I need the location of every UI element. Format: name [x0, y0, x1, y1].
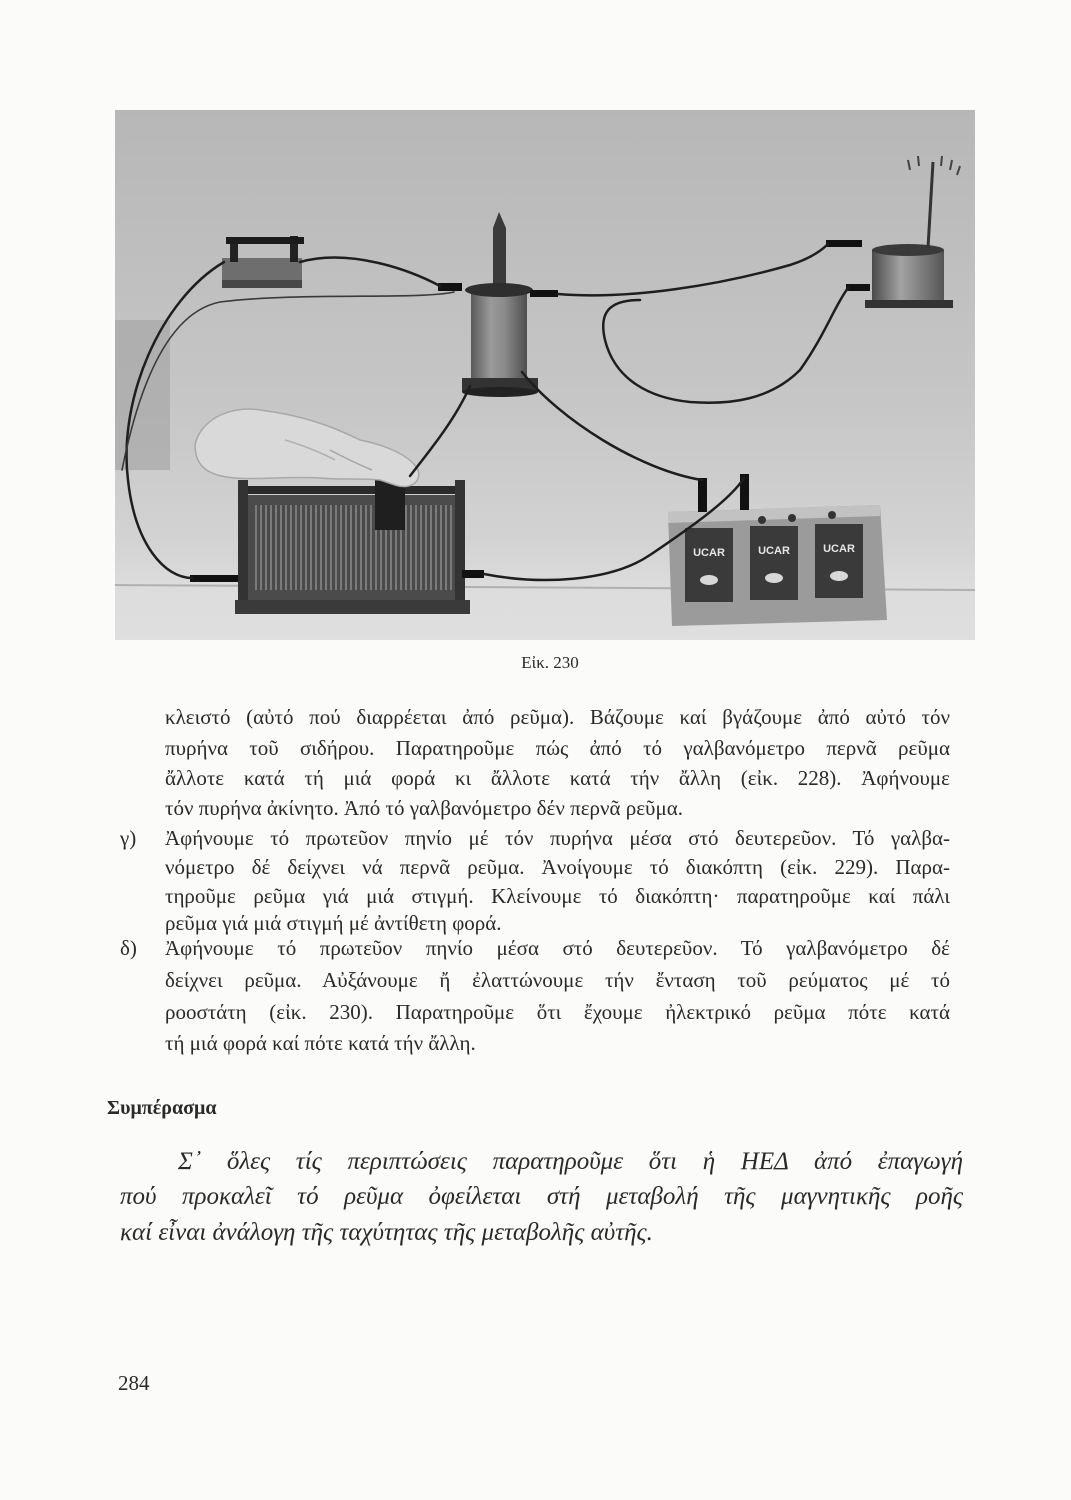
battery-nut — [828, 511, 836, 519]
text-line: τόν πυρήνα ἀκίνητο. Ἀπό τό γαλβανόμετρο δέν περνᾶ ρεῦμα. — [165, 796, 683, 820]
text-line: τηροῦμε ρεῦμα γιά μιά στιγμή. Κλείνουμε τό διακόπτη· παρατηροῦμε καί πάλι — [165, 884, 950, 908]
text-line: ρεῦμα γιά μιά στιγμή μέ ἀντίθετη φορά. — [165, 911, 502, 935]
coil-top-cap — [465, 283, 533, 297]
coil-terminal-left — [438, 283, 462, 291]
battery-terminal — [698, 478, 707, 512]
scale-tick — [918, 156, 919, 166]
rheostat-rail — [240, 486, 462, 494]
rheostat-end-right — [455, 480, 465, 610]
text-line: ροοστάτη (εἰκ. 230). Παρατηροῦμε ὅτι ἔχουμε ἠλεκτρικό ρεῦμα πότε κατά — [165, 1000, 950, 1024]
page-number: 284 — [118, 1371, 150, 1395]
text-line: τή μιά φορά καί πότε κατά τήν ἄλλη. — [165, 1031, 476, 1055]
text-line: ἄλλοτε κατά τή μιά φορά κι ἄλλοτε κατά τήν ἄλλη (εἰκ. 228). Ἀφήνουμε — [165, 766, 950, 790]
battery-casing — [685, 528, 733, 602]
battery-emblem — [765, 573, 783, 583]
conclusion-line: πού προκαλεῖ τό ρεῦμα ὀφείλεται στή μεταβολή τῆς μαγνητικῆς ροῆς — [120, 1183, 963, 1210]
battery-label: UCAR — [758, 545, 790, 557]
text-line: κλειστό (αὐτό πού διαρρέεται ἀπό ρεῦμα). Βάζουμε καί βγάζουμε ἀπό αὐτό τόν — [165, 705, 950, 729]
galvanometer-body — [872, 250, 944, 304]
battery — [685, 528, 733, 602]
galvanometer-terminal — [826, 240, 862, 247]
text-line: Ἀφήνουμε τό πρωτεῦον πηνίο μέσα στό δευτερεῦον. Τό γαλβανόμετρο δέ — [165, 936, 950, 960]
text-line: δείχνει ρεῦμα. Αὐξάνουμε ἤ ἐλαττώνουμε τήν ἔνταση τοῦ ρεύματος μέ τό — [165, 968, 950, 992]
list-marker: δ) — [120, 936, 137, 960]
battery — [815, 524, 863, 598]
coil-cylinder — [471, 290, 527, 382]
battery — [750, 526, 798, 600]
conclusion-line: καί εἶναι ἀνάλογη τῆς ταχύτητας τῆς μεταβολῆς αὐτῆς. — [120, 1219, 653, 1246]
battery-nut — [788, 514, 796, 522]
galvanometer-plate — [865, 300, 953, 308]
section-heading: Συμπέρασμα — [107, 1097, 217, 1119]
galvanometer-terminal — [846, 284, 870, 291]
scale-tick — [941, 156, 942, 166]
switch — [222, 236, 304, 288]
rheostat-terminal — [462, 570, 484, 578]
coil-base — [462, 387, 538, 397]
figure-caption: Εἰκ. 230 — [521, 653, 579, 672]
rheostat-terminal — [190, 575, 238, 582]
coil-terminal-right — [530, 290, 558, 297]
battery-nut — [758, 516, 766, 524]
battery-emblem — [700, 575, 718, 585]
experiment-photo — [115, 110, 975, 640]
list-marker: γ) — [120, 826, 137, 850]
switch-blade — [226, 237, 304, 244]
rheostat-end-left — [238, 480, 248, 610]
battery-casing — [815, 524, 863, 598]
switch-base-edge — [222, 280, 302, 288]
battery-casing — [750, 526, 798, 600]
text-line: νόμετρο δέ δείχνει νά περνᾶ ρεῦμα. Ἀνοίγουμε τό διακόπτη (εἰκ. 229). Παρα- — [165, 855, 950, 879]
text-line: πυρήνα τοῦ σιδήρου. Παρατηροῦμε πώς ἀπό τό γαλβανόμετρο περνᾶ ρεῦμα — [165, 736, 950, 760]
text-line: Ἀφήνουμε τό πρωτεῦον πηνίο μέ τόν πυρήνα μέσα στό δευτερεῦον. Τό γαλβα- — [165, 826, 950, 850]
rheostat-winding — [252, 505, 452, 590]
battery-label: UCAR — [823, 543, 855, 555]
rheostat-base — [235, 600, 470, 614]
battery-label: UCAR — [693, 547, 725, 559]
iron-core — [493, 212, 506, 292]
conclusion-line: Σ᾽ ὅλες τίς περιπτώσεις παρατηροῦμε ὅτι ἡ ΗΕΔ ἀπό ἐπαγωγή — [178, 1148, 963, 1175]
galvanometer-top — [872, 244, 944, 256]
battery-emblem — [830, 571, 848, 581]
